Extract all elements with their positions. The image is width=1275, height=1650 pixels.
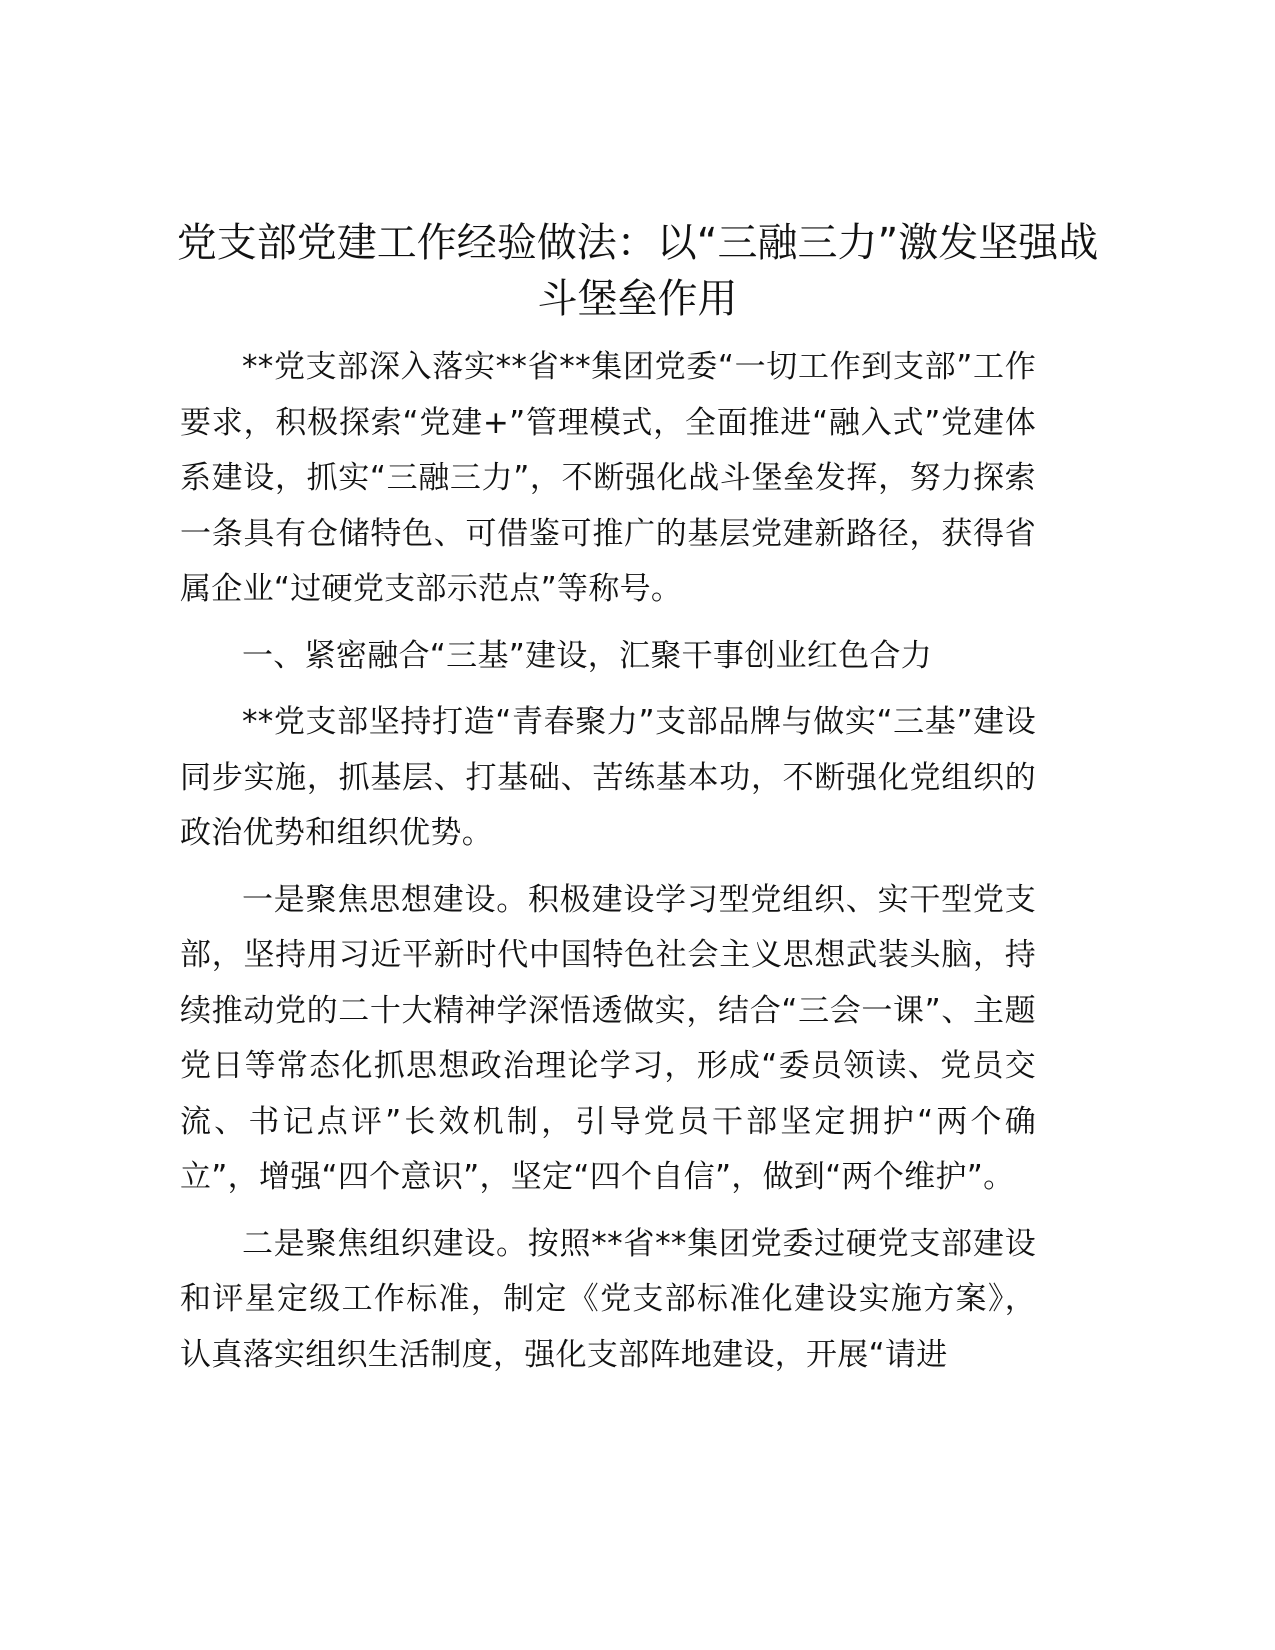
section-paragraph: **党支部坚持打造“青春聚力”支部品牌与做实“三基”建设同步实施，抓基层、打基础、苦练基本功，不断强化党组织的政治优势和组织优势。 — [180, 704, 1036, 851]
intro-paragraph: **党支部深入落实**省**集团党委“一切工作到支部”工作要求，积极探索“党建+”管理模式，全面推进“融入式”党建体系建设，抓实“三融三力”，不断强化战斗堡垒发挥，努力探索一条具有仓储特色、可借鉴可推广的基层党建新路径，获得省属企业“过硬党支部示范点”等称号。 — [180, 349, 1036, 607]
section-paragraph: 一是聚焦思想建设。积极建设学习型党组织、实干型党支部，坚持用习近平新时代中国特色社会主义思想武装头脑，持续推动党的二十大精神学深悟透做实，结合“三会一课”、主题党日等常态化抓思想政治理论学习，形成“委员领读、党员交流、书记点评”长效机制，引导党员干部坚定拥护“两个确立”，增强“四个意识”，坚定“四个自信”，做到“两个维护”。 — [180, 881, 1036, 1195]
document-body — [180, 340, 1036, 1394]
section-paragraph: 二是聚焦组织建设。按照**省**集团党委过硬党支部建设和评星定级工作标准，制定《党支部标准化建设实施方案》，认真落实组织生活制度，强化支部阵地建设，开展“请进 — [180, 1225, 1036, 1373]
document-title: 党支部党建工作经验做法：以“三融三力”激发坚强战斗堡垒作用 — [176, 220, 1099, 322]
section-heading: 一、紧密融合“三基”建设，汇聚干事创业红色合力 — [242, 637, 933, 674]
